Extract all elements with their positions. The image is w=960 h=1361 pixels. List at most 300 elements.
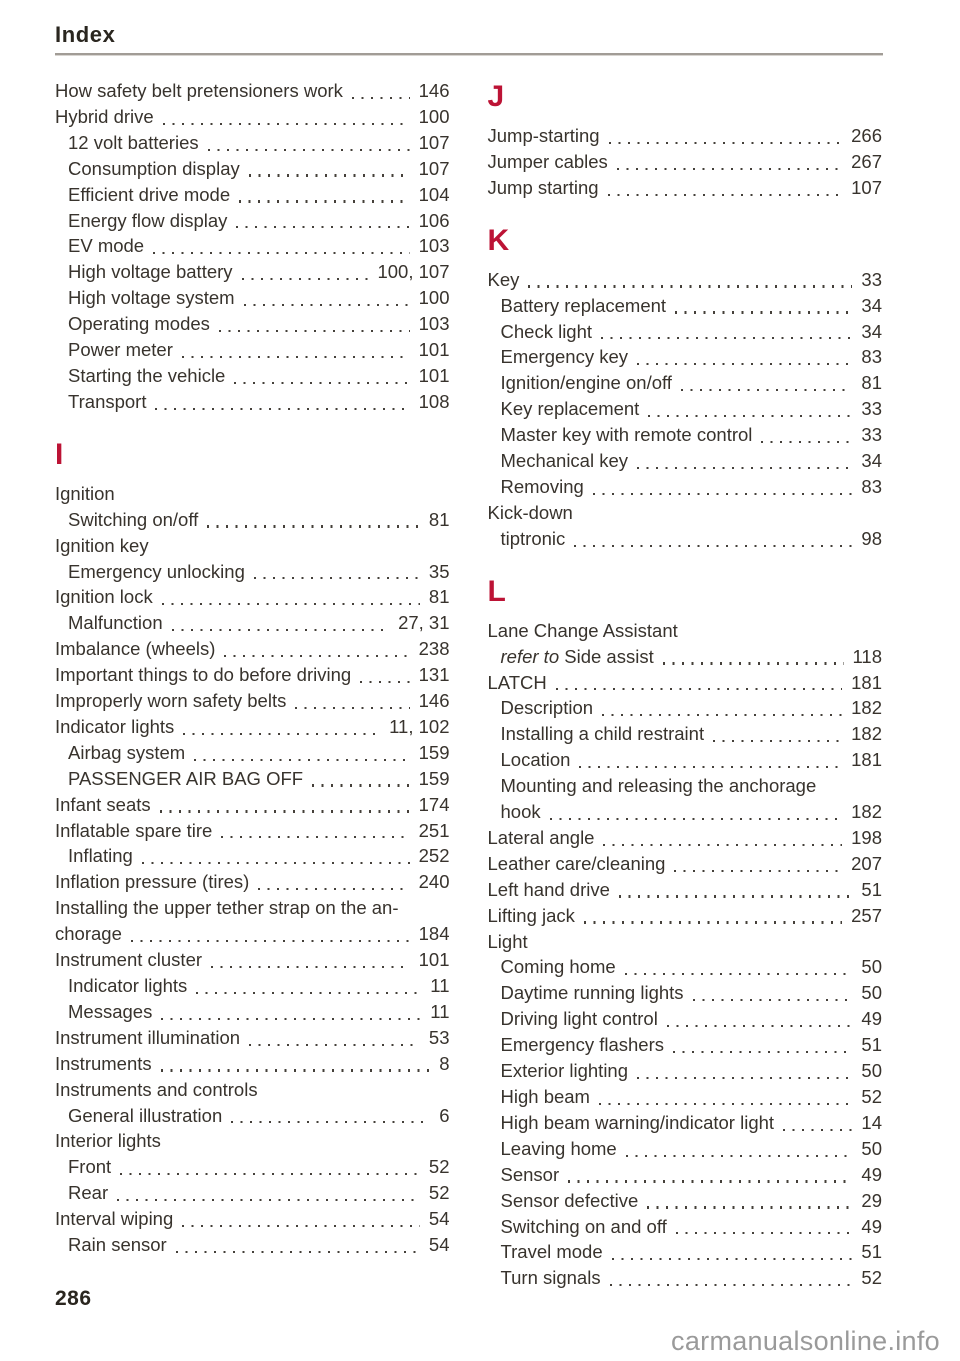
- index-entry-label: Malfunction: [68, 612, 163, 634]
- index-entry-label: refer to Side assist: [500, 645, 654, 667]
- index-entry: [488, 747, 883, 773]
- index-entry: [55, 104, 450, 130]
- index-entry: [488, 721, 883, 747]
- page-ref: 182: [851, 801, 882, 823]
- index-entry: [488, 396, 883, 422]
- dot-leader: [159, 999, 423, 1025]
- index-entry-label: Improperly worn safety belts: [55, 690, 287, 712]
- page-ref: 146: [418, 80, 450, 101]
- index-entry: [488, 980, 883, 1006]
- index-entry-label: Imbalance (wheels): [55, 638, 216, 660]
- page-ref: 101: [418, 949, 450, 971]
- page-number: 286: [55, 1287, 92, 1310]
- dot-leader: [635, 448, 854, 474]
- page-ref: 198: [851, 826, 882, 848]
- dot-leader: [118, 1154, 422, 1180]
- index-entry: [488, 293, 883, 319]
- index-entry: [55, 337, 450, 363]
- index-entry-label: Mechanical key: [500, 450, 629, 472]
- dot-leader: [247, 156, 412, 182]
- index-entry: [55, 610, 450, 636]
- index-entry: [55, 895, 450, 921]
- page-ref: 83: [861, 475, 882, 497]
- dot-leader: [597, 1084, 854, 1110]
- index-entry-label: Operating modes: [68, 313, 210, 335]
- index-entry-label: Important things to do before driving: [55, 664, 352, 686]
- index-entry-label: Driving light control: [500, 1008, 658, 1030]
- index-entry-label: 12 volt batteries: [68, 131, 199, 153]
- page-ref: 103: [418, 235, 450, 257]
- index-entry: [55, 1232, 450, 1258]
- page-ref: 174: [418, 793, 450, 815]
- page-ref: 11, 102: [389, 715, 450, 737]
- dot-leader: [615, 149, 844, 175]
- index-entry: [55, 869, 450, 895]
- page-ref: 33: [861, 268, 882, 290]
- index-entry-label: Jumper cables: [487, 150, 608, 172]
- index-entry-label: Instrument cluster: [55, 949, 203, 971]
- dot-leader: [140, 843, 412, 869]
- page-ref: 103: [418, 313, 450, 335]
- index-entry: [55, 156, 450, 182]
- dot-leader: [247, 1025, 422, 1051]
- page-ref: 50: [861, 1060, 882, 1082]
- dot-leader: [181, 714, 382, 740]
- index-entry: [488, 1239, 883, 1265]
- page-ref: 207: [851, 852, 882, 874]
- index-entry-label: High beam warning/indicator light: [500, 1111, 775, 1133]
- index-entry-label: Leaving home: [500, 1137, 617, 1159]
- index-entry-label: Ignition: [55, 482, 115, 504]
- index-entry-label: Messages: [68, 1000, 153, 1022]
- page-ref: 35: [428, 560, 450, 582]
- index-entry-label: Battery replacement: [500, 294, 667, 316]
- page-ref: 100: [418, 287, 450, 309]
- index-entry-label: Interval wiping: [55, 1208, 174, 1230]
- index-entry-label: Emergency key: [500, 346, 628, 368]
- index-entry-label: Rear: [68, 1182, 109, 1204]
- dot-leader: [160, 584, 422, 610]
- index-entry: [55, 973, 450, 999]
- dot-leader: [635, 1058, 854, 1084]
- dot-leader: [661, 644, 846, 670]
- page-ref: 11: [430, 975, 450, 996]
- page-ref: 267: [851, 150, 882, 172]
- index-entry: [488, 773, 883, 799]
- index-entry: [55, 311, 450, 337]
- page-ref: 50: [861, 982, 882, 1004]
- index-entry: [55, 559, 450, 585]
- index-entry-label: Left hand drive: [487, 878, 610, 900]
- page-header: [55, 24, 883, 56]
- dot-leader: [711, 721, 844, 747]
- index-entry: [488, 618, 883, 644]
- dot-leader: [566, 1162, 854, 1188]
- dot-leader: [115, 1180, 422, 1206]
- index-entry: [488, 370, 883, 396]
- index-entry: [488, 1265, 883, 1291]
- page-ref: 159: [418, 767, 450, 789]
- index-entry: [488, 344, 883, 370]
- dot-leader: [256, 869, 411, 895]
- page-ref: 8: [439, 1052, 450, 1074]
- index-entry-label: Rain sensor: [68, 1234, 167, 1256]
- index-entry-label: Instrument illumination: [55, 1026, 241, 1048]
- dot-leader: [174, 1232, 422, 1258]
- dot-leader: [759, 422, 854, 448]
- index-entry-label: Instruments and controls: [55, 1078, 258, 1100]
- index-entry-label: Daytime running lights: [500, 982, 684, 1004]
- page-ref: 101: [418, 364, 450, 386]
- dot-leader: [252, 559, 422, 585]
- index-entry: [488, 1162, 883, 1188]
- dot-leader: [129, 921, 412, 947]
- index-entry: [55, 584, 450, 610]
- index-entry: [55, 1077, 450, 1103]
- dot-leader: [526, 267, 854, 293]
- index-entry-label: Kick-down: [487, 501, 573, 523]
- index-entry: [55, 233, 450, 259]
- dot-leader: [350, 78, 412, 104]
- dot-leader: [635, 344, 854, 370]
- index-entry-label: Check light: [500, 320, 593, 342]
- page-ref: 118: [852, 645, 882, 667]
- index-column-left: [55, 78, 450, 1291]
- index-entry: [488, 1188, 883, 1214]
- page-ref: 104: [418, 183, 450, 205]
- dot-leader: [672, 851, 844, 877]
- index-entry: [55, 507, 450, 533]
- page-title: Index: [55, 22, 116, 47]
- section-letter-j: J: [487, 80, 505, 113]
- index-entry: [55, 636, 450, 662]
- page-ref: 51: [861, 1034, 882, 1056]
- index-entry-label: Leather care/cleaning: [487, 852, 666, 874]
- page-ref: 257: [851, 904, 882, 926]
- index-entry-label: Inflation pressure (tires): [55, 871, 250, 893]
- index-entry-label: Inflatable spare tire: [55, 819, 213, 841]
- page-ref: 52: [861, 1267, 882, 1289]
- page-ref: 238: [418, 638, 450, 660]
- index-column-right: [488, 78, 883, 1291]
- page-ref: 52: [861, 1086, 882, 1107]
- index-entry: [55, 533, 450, 559]
- page-ref: 100, 107: [377, 261, 450, 283]
- dot-leader: [781, 1110, 854, 1136]
- index-entry: [488, 1006, 883, 1032]
- dot-leader: [219, 818, 411, 844]
- dot-leader: [180, 337, 412, 363]
- index-entry: [55, 688, 450, 714]
- page-ref: 181: [851, 749, 882, 771]
- index-entry-label: Jump-starting: [487, 125, 600, 146]
- index-entry: [488, 954, 883, 980]
- index-entry: [55, 1154, 450, 1180]
- index-entry: [488, 448, 883, 474]
- index-entry-label: Efficient drive mode: [68, 183, 231, 205]
- dot-leader: [240, 259, 371, 285]
- page-ref: 81: [428, 586, 450, 608]
- page-ref: 52: [428, 1182, 450, 1204]
- index-entry: [488, 474, 883, 500]
- page-ref: 11: [430, 1000, 450, 1022]
- page-ref: 49: [861, 1163, 882, 1185]
- index-entry-label: Travel mode: [500, 1241, 603, 1263]
- section-letter-k: K: [487, 223, 510, 257]
- index-entry-label: Key replacement: [500, 398, 640, 420]
- dot-leader: [293, 688, 411, 714]
- dot-leader: [679, 370, 854, 396]
- index-entry-label: Mounting and releasing the anchorage: [500, 775, 817, 797]
- index-entry: [488, 670, 883, 696]
- index-entry: [488, 929, 883, 955]
- dot-leader: [310, 766, 412, 792]
- page-ref: 252: [418, 845, 450, 867]
- index-entry: [55, 740, 450, 766]
- dot-leader: [548, 799, 845, 825]
- section-letter-l: L: [487, 574, 506, 608]
- page-ref: 107: [418, 157, 450, 179]
- index-entry-label: Front: [68, 1156, 112, 1178]
- index-entry: [55, 481, 450, 507]
- dot-leader: [624, 1136, 855, 1162]
- index-entry-label: Turn signals: [500, 1267, 601, 1289]
- dot-leader: [572, 526, 854, 552]
- index-entry-label: Lane Change Assistant: [487, 619, 678, 641]
- index-entry-label: Starting the vehicle: [68, 364, 226, 386]
- dot-leader: [608, 1265, 855, 1291]
- index-entry: [55, 1180, 450, 1206]
- page-ref: 101: [418, 339, 450, 361]
- page-ref: 29: [861, 1189, 882, 1211]
- index-entry: [55, 714, 450, 740]
- dot-leader: [229, 1103, 432, 1129]
- index-entry: [488, 319, 883, 345]
- index-entry: [55, 999, 450, 1025]
- index-entry: [488, 695, 883, 721]
- index-entry-label: Switching on and off: [500, 1215, 667, 1237]
- index-entry: [55, 182, 450, 208]
- page-ref: 100: [418, 105, 450, 127]
- page-ref: 51: [861, 1241, 882, 1263]
- index-entry-label: Removing: [500, 475, 584, 497]
- index-entry: [55, 389, 450, 415]
- index-entry-label: How safety belt pretensioners work: [55, 80, 343, 101]
- dot-leader: [582, 903, 844, 929]
- page-ref: 108: [418, 390, 450, 412]
- index-entry: [55, 921, 450, 947]
- page-ref: 50: [861, 956, 882, 978]
- dot-leader: [610, 1239, 855, 1265]
- dot-leader: [170, 610, 391, 636]
- page-ref: 27, 31: [398, 612, 450, 634]
- index-entry: [488, 1136, 883, 1162]
- dot-leader: [151, 233, 412, 259]
- index-entry-label: Description: [500, 697, 594, 719]
- index-entry: [55, 208, 450, 234]
- page-ref: 6: [439, 1104, 450, 1126]
- index-entry-label: Interior lights: [55, 1130, 161, 1152]
- header-divider: [55, 53, 883, 56]
- page-ref: 159: [418, 741, 450, 763]
- page-ref: 34: [861, 294, 882, 316]
- index-entry: [488, 644, 883, 670]
- index-entry-label: PASSENGER AIR BAG OFF: [68, 767, 304, 789]
- index-entry: [488, 799, 883, 825]
- dot-leader: [606, 175, 845, 201]
- index-entry: [55, 363, 450, 389]
- index-entry: [55, 818, 450, 844]
- page-ref: 51: [861, 878, 882, 900]
- index-entry-label: Lifting jack: [487, 904, 575, 926]
- index-entry-label: High voltage system: [68, 287, 235, 309]
- index-entry-label: Airbag system: [68, 741, 186, 763]
- page-ref: 182: [851, 697, 882, 719]
- cross-reference-prefix: refer to: [500, 645, 565, 667]
- index-entry-label: Master key with remote control: [500, 424, 753, 446]
- dot-leader: [577, 747, 844, 773]
- index-entry: [488, 1110, 883, 1136]
- index-columns: [55, 78, 882, 1291]
- index-entry-label: Ignition/engine on/off: [500, 372, 672, 394]
- index-entry-label: High voltage battery: [68, 261, 233, 283]
- index-entry: [55, 1103, 450, 1129]
- index-entry: [488, 851, 883, 877]
- index-entry-label: LATCH: [487, 671, 547, 693]
- page-ref: 251: [418, 819, 450, 841]
- index-entry: [488, 526, 883, 552]
- index-entry: [55, 285, 450, 311]
- index-entry: [488, 903, 883, 929]
- page-ref: 14: [861, 1111, 882, 1133]
- index-entry-label: Location: [500, 749, 571, 771]
- dot-leader: [645, 1188, 854, 1214]
- index-entry-label: Lateral angle: [487, 826, 595, 848]
- index-entry-label: hook: [500, 801, 541, 823]
- index-entry-label: Installing a child restraint: [500, 723, 705, 745]
- index-entry: [488, 500, 883, 526]
- index-entry: [55, 130, 450, 156]
- index-entry-label: General illustration: [68, 1104, 223, 1126]
- index-entry: [55, 947, 450, 973]
- index-entry: [55, 792, 450, 818]
- dot-leader: [674, 1214, 855, 1240]
- page-ref: 81: [861, 372, 882, 394]
- dot-leader: [217, 311, 412, 337]
- index-entry: [488, 267, 883, 293]
- index-entry: [55, 662, 450, 688]
- dot-leader: [159, 1051, 433, 1077]
- index-entry: [55, 1128, 450, 1154]
- dot-leader: [358, 662, 411, 688]
- index-entry-label: Switching on/off: [68, 508, 199, 530]
- dot-leader: [234, 208, 411, 234]
- page-ref: 182: [851, 723, 882, 745]
- dot-leader: [665, 1006, 855, 1032]
- index-entry-label: Ignition lock: [55, 586, 153, 608]
- page-ref: 34: [861, 320, 882, 342]
- page-ref: 33: [861, 398, 882, 420]
- index-entry: [55, 1025, 450, 1051]
- index-entry: [55, 78, 450, 104]
- index-entry-label: Key: [487, 268, 520, 290]
- dot-leader: [209, 947, 412, 973]
- dot-leader: [601, 825, 844, 851]
- dot-leader: [158, 792, 412, 818]
- page-ref: 240: [418, 871, 450, 893]
- page-ref: 146: [418, 690, 450, 712]
- page-ref: 106: [418, 209, 450, 231]
- index-entry-label: Ignition key: [55, 534, 149, 556]
- index-entry-label: Jump starting: [487, 176, 599, 198]
- dot-leader: [617, 877, 855, 903]
- page-ref: 81: [428, 508, 450, 530]
- dot-leader: [671, 1032, 854, 1058]
- dot-leader: [599, 319, 854, 345]
- index-entry-label: Hybrid drive: [55, 105, 154, 127]
- index-entry: [55, 766, 450, 792]
- index-entry-label: EV mode: [68, 235, 145, 257]
- dot-leader: [205, 507, 422, 533]
- index-entry-label: Infant seats: [55, 793, 151, 815]
- index-entry-label: Sensor: [500, 1163, 560, 1185]
- page-ref: 52: [428, 1156, 450, 1178]
- section-letter-i: I: [55, 437, 64, 471]
- index-entry: [55, 1206, 450, 1232]
- page-ref: 131: [418, 664, 450, 686]
- index-entry: [488, 825, 883, 851]
- dot-leader: [194, 973, 423, 999]
- index-entry: [488, 1084, 883, 1110]
- index-entry-label: High beam: [500, 1086, 590, 1107]
- index-entry-label: Consumption display: [68, 157, 240, 179]
- index-entry: [488, 1058, 883, 1084]
- page-ref: 181: [851, 671, 882, 693]
- index-entry: [488, 422, 883, 448]
- index-entry-label: Emergency unlocking: [68, 560, 245, 582]
- page-ref: 184: [418, 923, 450, 945]
- dot-leader: [673, 293, 854, 319]
- dot-leader: [161, 104, 412, 130]
- index-entry: [55, 843, 450, 869]
- index-entry: [488, 175, 883, 201]
- page-ref: 54: [428, 1234, 450, 1256]
- index-entry-label: Transport: [68, 390, 147, 412]
- page-ref: 53: [428, 1026, 450, 1048]
- page-ref: 50: [861, 1137, 882, 1159]
- page-ref: 83: [861, 346, 882, 368]
- page-ref: 54: [428, 1208, 450, 1230]
- dot-leader: [591, 474, 855, 500]
- index-entry: [488, 877, 883, 903]
- index-entry-label: chorage: [55, 923, 122, 945]
- dot-leader: [237, 182, 411, 208]
- index-entry-label: Emergency flashers: [500, 1034, 664, 1056]
- page-ref: 107: [851, 176, 882, 198]
- index-entry-label: Exterior lighting: [500, 1060, 629, 1082]
- index-entry-label: Instruments: [55, 1052, 152, 1074]
- index-entry-label: Installing the upper tether strap on the an-: [55, 897, 399, 919]
- page-ref: 266: [851, 125, 882, 146]
- index-entry: [488, 1214, 883, 1240]
- index-entry-label: Inflating: [68, 845, 133, 867]
- index-entry-label: Coming home: [500, 956, 616, 978]
- index-entry-label: Power meter: [68, 339, 173, 361]
- index-entry-label: Sensor defective: [500, 1189, 639, 1211]
- dot-leader: [607, 123, 845, 149]
- page-ref: 49: [861, 1008, 882, 1030]
- page-ref: 107: [418, 131, 450, 153]
